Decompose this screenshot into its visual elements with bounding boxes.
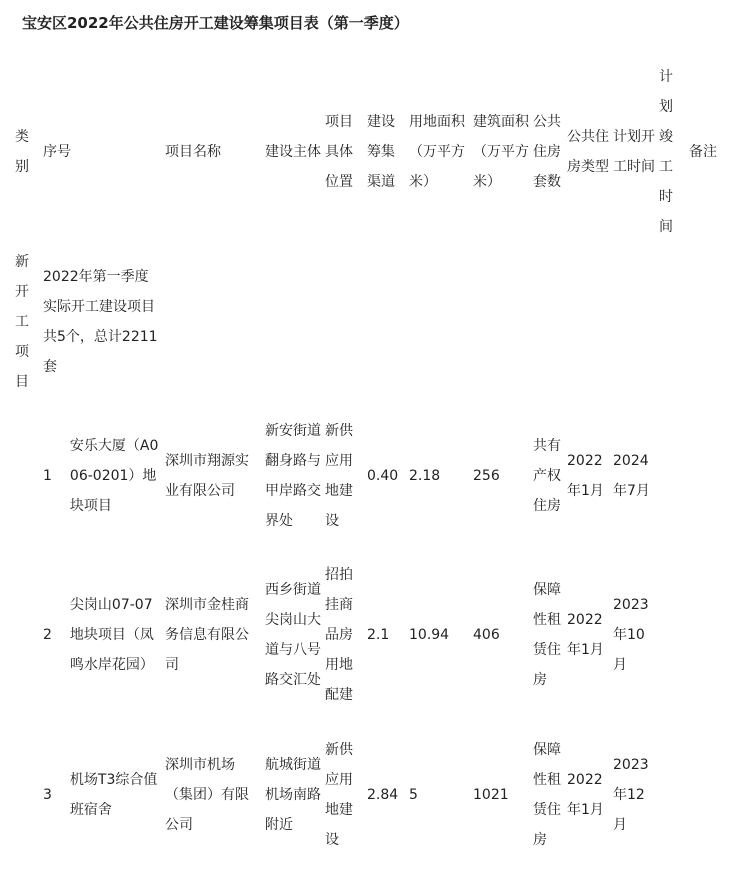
- location-cell: 航城街道机场南路附近: [265, 757, 321, 833]
- build-area-cell: 2.18: [409, 468, 441, 484]
- column-header: 建设筹集渠道: [367, 114, 395, 190]
- location-cell: 新安街道翻身路与甲岸路交界处: [265, 423, 321, 529]
- empty-cell: [687, 242, 735, 402]
- empty-cell: [13, 402, 41, 550]
- empty-cell: [531, 242, 565, 402]
- category-cell: 新开工项目: [15, 254, 29, 390]
- page-title: 宝安区2022年公共住房开工建设筹集项目表（第一季度）: [22, 14, 409, 32]
- empty-cell: [657, 720, 687, 870]
- finish-cell: 2023年12月: [613, 757, 649, 833]
- note-cell: [687, 402, 735, 550]
- column-header: 项目名称: [165, 144, 221, 160]
- seq-cell: [41, 550, 163, 720]
- build-area-cell: 5: [409, 787, 418, 803]
- builder-cell: 深圳市金桂商务信息有限公司: [165, 597, 249, 673]
- header-row: [13, 62, 735, 242]
- units-cell: 406: [473, 627, 500, 643]
- build-area-cell: 10.94: [409, 627, 450, 643]
- units-cell: 256: [473, 468, 500, 484]
- column-header: 用地面积（万平方米）: [409, 114, 465, 190]
- seq-number: 2: [43, 627, 52, 643]
- column-header: 公共住房套数: [533, 114, 561, 190]
- empty-cell: [657, 242, 687, 402]
- column-header: 建设主体: [265, 144, 321, 160]
- note-cell: [687, 720, 735, 870]
- column-header: 建筑面积（万平方米）: [473, 114, 529, 190]
- type-cell: 共有产权住房: [533, 438, 561, 514]
- finish-cell: 2024年7月: [613, 453, 650, 499]
- start-cell: 2022年1月: [567, 453, 604, 499]
- table-row: [13, 550, 735, 720]
- empty-cell: [407, 242, 471, 402]
- empty-cell: [263, 242, 323, 402]
- housing-projects-table: [13, 62, 735, 870]
- project-name: 机场T3综合值班宿舍: [69, 772, 158, 818]
- location-cell: 西乡街道尖岗山大道与八号路交汇处: [265, 582, 321, 688]
- empty-cell: [565, 242, 611, 402]
- column-header: 公共住房类型: [567, 129, 609, 175]
- seq-cell: [41, 720, 163, 870]
- empty-cell: [323, 242, 365, 402]
- land-area-cell: 0.40: [367, 468, 399, 484]
- empty-cell: [657, 402, 687, 550]
- project-name: 安乐大厦（A006-0201）地块项目: [69, 438, 159, 514]
- builder-cell: 深圳市翔源实业有限公司: [165, 453, 249, 499]
- column-header: 项目具体位置: [325, 114, 353, 190]
- seq-cell: [41, 402, 163, 550]
- empty-cell: [471, 242, 531, 402]
- start-cell: 2022年1月: [567, 772, 604, 818]
- empty-cell: [657, 550, 687, 720]
- seq-number: 1: [43, 468, 52, 484]
- column-header: 计划竣工时间: [659, 69, 673, 235]
- start-cell: 2022年1月: [567, 612, 604, 658]
- project-name: 尖岗山07-07地块项目（凤鸣水岸花园）: [69, 597, 154, 673]
- table-row: [13, 402, 735, 550]
- empty-cell: [13, 720, 41, 870]
- finish-cell: 2023年10月: [613, 597, 649, 673]
- type-cell: 保障性租赁住房: [533, 742, 561, 848]
- seq-number: 3: [43, 787, 52, 803]
- builder-cell: 深圳市机场（集团）有限公司: [165, 757, 249, 833]
- land-area-cell: 2.1: [367, 627, 390, 643]
- channel-cell: 新供应用地建设: [325, 742, 353, 848]
- land-area-cell: 2.84: [367, 787, 399, 803]
- column-header: 计划开工时间: [613, 129, 655, 175]
- column-header: 类别: [15, 129, 29, 175]
- units-cell: 1021: [473, 787, 509, 803]
- empty-cell: [611, 242, 657, 402]
- table-row: [13, 720, 735, 870]
- column-header: 备注: [689, 144, 717, 160]
- note-cell: [687, 550, 735, 720]
- channel-cell: 招拍挂商品房用地配建: [325, 567, 353, 703]
- empty-cell: [13, 550, 41, 720]
- channel-cell: 新供应用地建设: [325, 423, 353, 529]
- section-row: [13, 242, 735, 402]
- type-cell: 保障性租赁住房: [533, 582, 561, 688]
- empty-cell: [365, 242, 407, 402]
- column-header: 序号: [43, 144, 71, 160]
- empty-cell: [163, 242, 263, 402]
- summary-cell: 2022年第一季度实际开工建设项目共5个，总计2211套: [43, 269, 158, 375]
